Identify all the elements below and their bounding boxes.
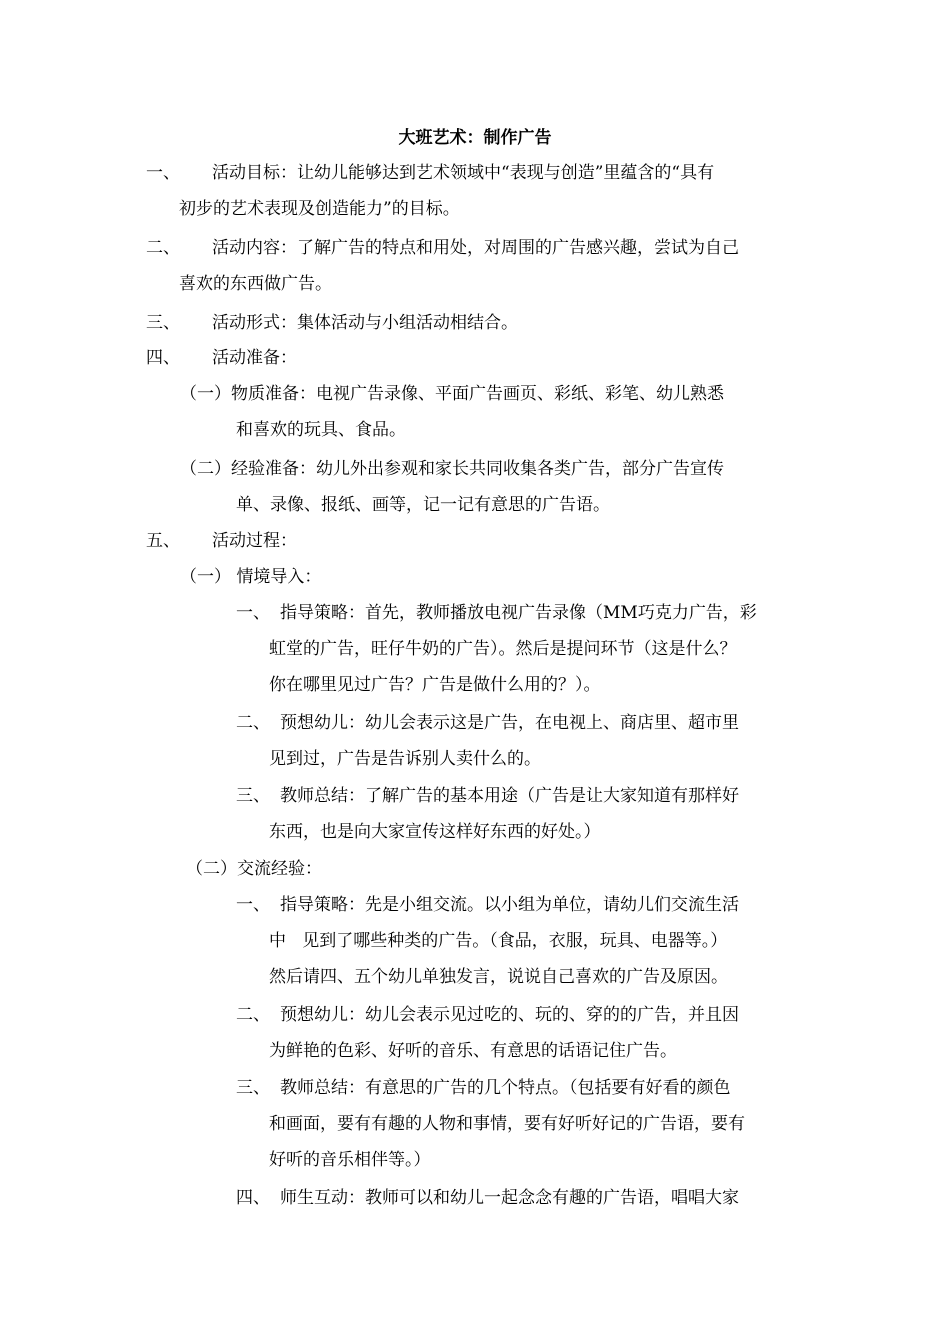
item-text: 教师总结：有意思的广告的几个特点。（包括要有好看的颜色 — [280, 1078, 731, 1098]
section-4 — [146, 340, 297, 376]
sub2-item-2 — [236, 997, 739, 1069]
item-text: 和画面，要有有趣的人物和事情，要有好听好记的广告语，要有 — [269, 1114, 745, 1134]
subsection-2-heading — [186, 851, 322, 887]
section-text: 活动目标：让幼儿能够达到艺术领域中“表现与创造”里蕴含的“具有 — [212, 163, 715, 183]
prep-text: 单、录像、报纸、画等，记一记有意思的广告语。 — [236, 495, 610, 515]
document-title: 大班艺术：制作广告 — [398, 128, 552, 148]
item-text: 东西，也是向大家宣传这样好东西的好处。） — [269, 822, 601, 842]
sub1-item-2 — [236, 705, 739, 777]
item-number: 三、 — [236, 1078, 270, 1098]
item-text: 你在哪里见过广告？广告是做什么用的？）。 — [269, 675, 601, 695]
subsection-1-heading — [180, 559, 321, 595]
sub1-item-1 — [236, 595, 757, 703]
section-number: 一、 — [146, 163, 180, 183]
item-text: 师生互动：教师可以和幼儿一起念念有趣的广告语，唱唱大家 — [280, 1188, 739, 1208]
prep-text: （二）经验准备：幼儿外出参观和家长共同收集各类广告，部分广告宣传 — [180, 459, 724, 479]
section-number: 四、 — [146, 348, 180, 368]
section-number: 五、 — [146, 531, 180, 551]
section-text: 活动内容：了解广告的特点和用处，对周围的广告感兴趣，尝试为自己 — [212, 238, 739, 258]
sub2-item-3 — [236, 1070, 745, 1178]
section-number: 三、 — [146, 313, 180, 333]
prep-item-2 — [180, 451, 724, 523]
section-text: 活动形式：集体活动与小组活动相结合。 — [212, 313, 518, 333]
item-text: 指导策略：先是小组交流。以小组为单位，请幼儿们交流生活 — [280, 895, 739, 915]
sub2-item-1 — [236, 887, 739, 995]
item-number: 一、 — [236, 603, 270, 623]
item-text: 教师总结：了解广告的基本用途（广告是让大家知道有那样好 — [280, 786, 739, 806]
item-text: 然后请四、五个幼儿单独发言，说说自己喜欢的广告及原因。 — [269, 967, 728, 987]
section-text: 活动过程： — [212, 531, 297, 551]
section-number: 二、 — [146, 238, 180, 258]
item-text: 指导策略：首先，教师播放电视广告录像（MM巧克力广告，彩 — [280, 603, 757, 623]
prep-item-1 — [180, 376, 724, 448]
section-text: 初步的艺术表现及创造能力”的目标。 — [179, 199, 460, 219]
item-number: 四、 — [236, 1188, 270, 1208]
section-2 — [146, 230, 739, 302]
section-text: 活动准备： — [212, 348, 297, 368]
item-text: 预想幼儿：幼儿会表示见过吃的、玩的、穿的的广告，并且因 — [280, 1005, 739, 1025]
prep-text: （一）物质准备：电视广告录像、平面广告画页、彩纸、彩笔、幼儿熟悉 — [180, 384, 724, 404]
section-1 — [146, 155, 714, 227]
item-text: 中 见到了哪些种类的广告。（食品，衣服，玩具、电器等。） — [269, 931, 728, 951]
section-3 — [146, 305, 518, 341]
item-number: 三、 — [236, 786, 270, 806]
item-text: 为鲜艳的色彩、好听的音乐、有意思的话语记住广告。 — [269, 1041, 677, 1061]
sub1-item-3 — [236, 778, 739, 850]
subsection-label: （一） 情境导入： — [180, 567, 322, 587]
item-text: 预想幼儿：幼儿会表示这是广告，在电视上、商店里、超市里 — [280, 713, 739, 733]
item-text: 好听的音乐相伴等。） — [269, 1150, 431, 1170]
item-text: 虹堂的广告，旺仔牛奶的广告）。然后是提问环节（这是什么？ — [269, 639, 737, 659]
item-number: 一、 — [236, 895, 270, 915]
subsection-label: （二）交流经验： — [186, 859, 322, 879]
item-text: 见到过，广告是告诉别人卖什么的。 — [269, 749, 541, 769]
item-number: 二、 — [236, 1005, 270, 1025]
item-number: 二、 — [236, 713, 270, 733]
section-text: 喜欢的东西做广告。 — [179, 274, 332, 294]
prep-text: 和喜欢的玩具、食品。 — [236, 420, 406, 440]
section-5 — [146, 523, 297, 559]
sub2-item-4 — [236, 1180, 739, 1216]
